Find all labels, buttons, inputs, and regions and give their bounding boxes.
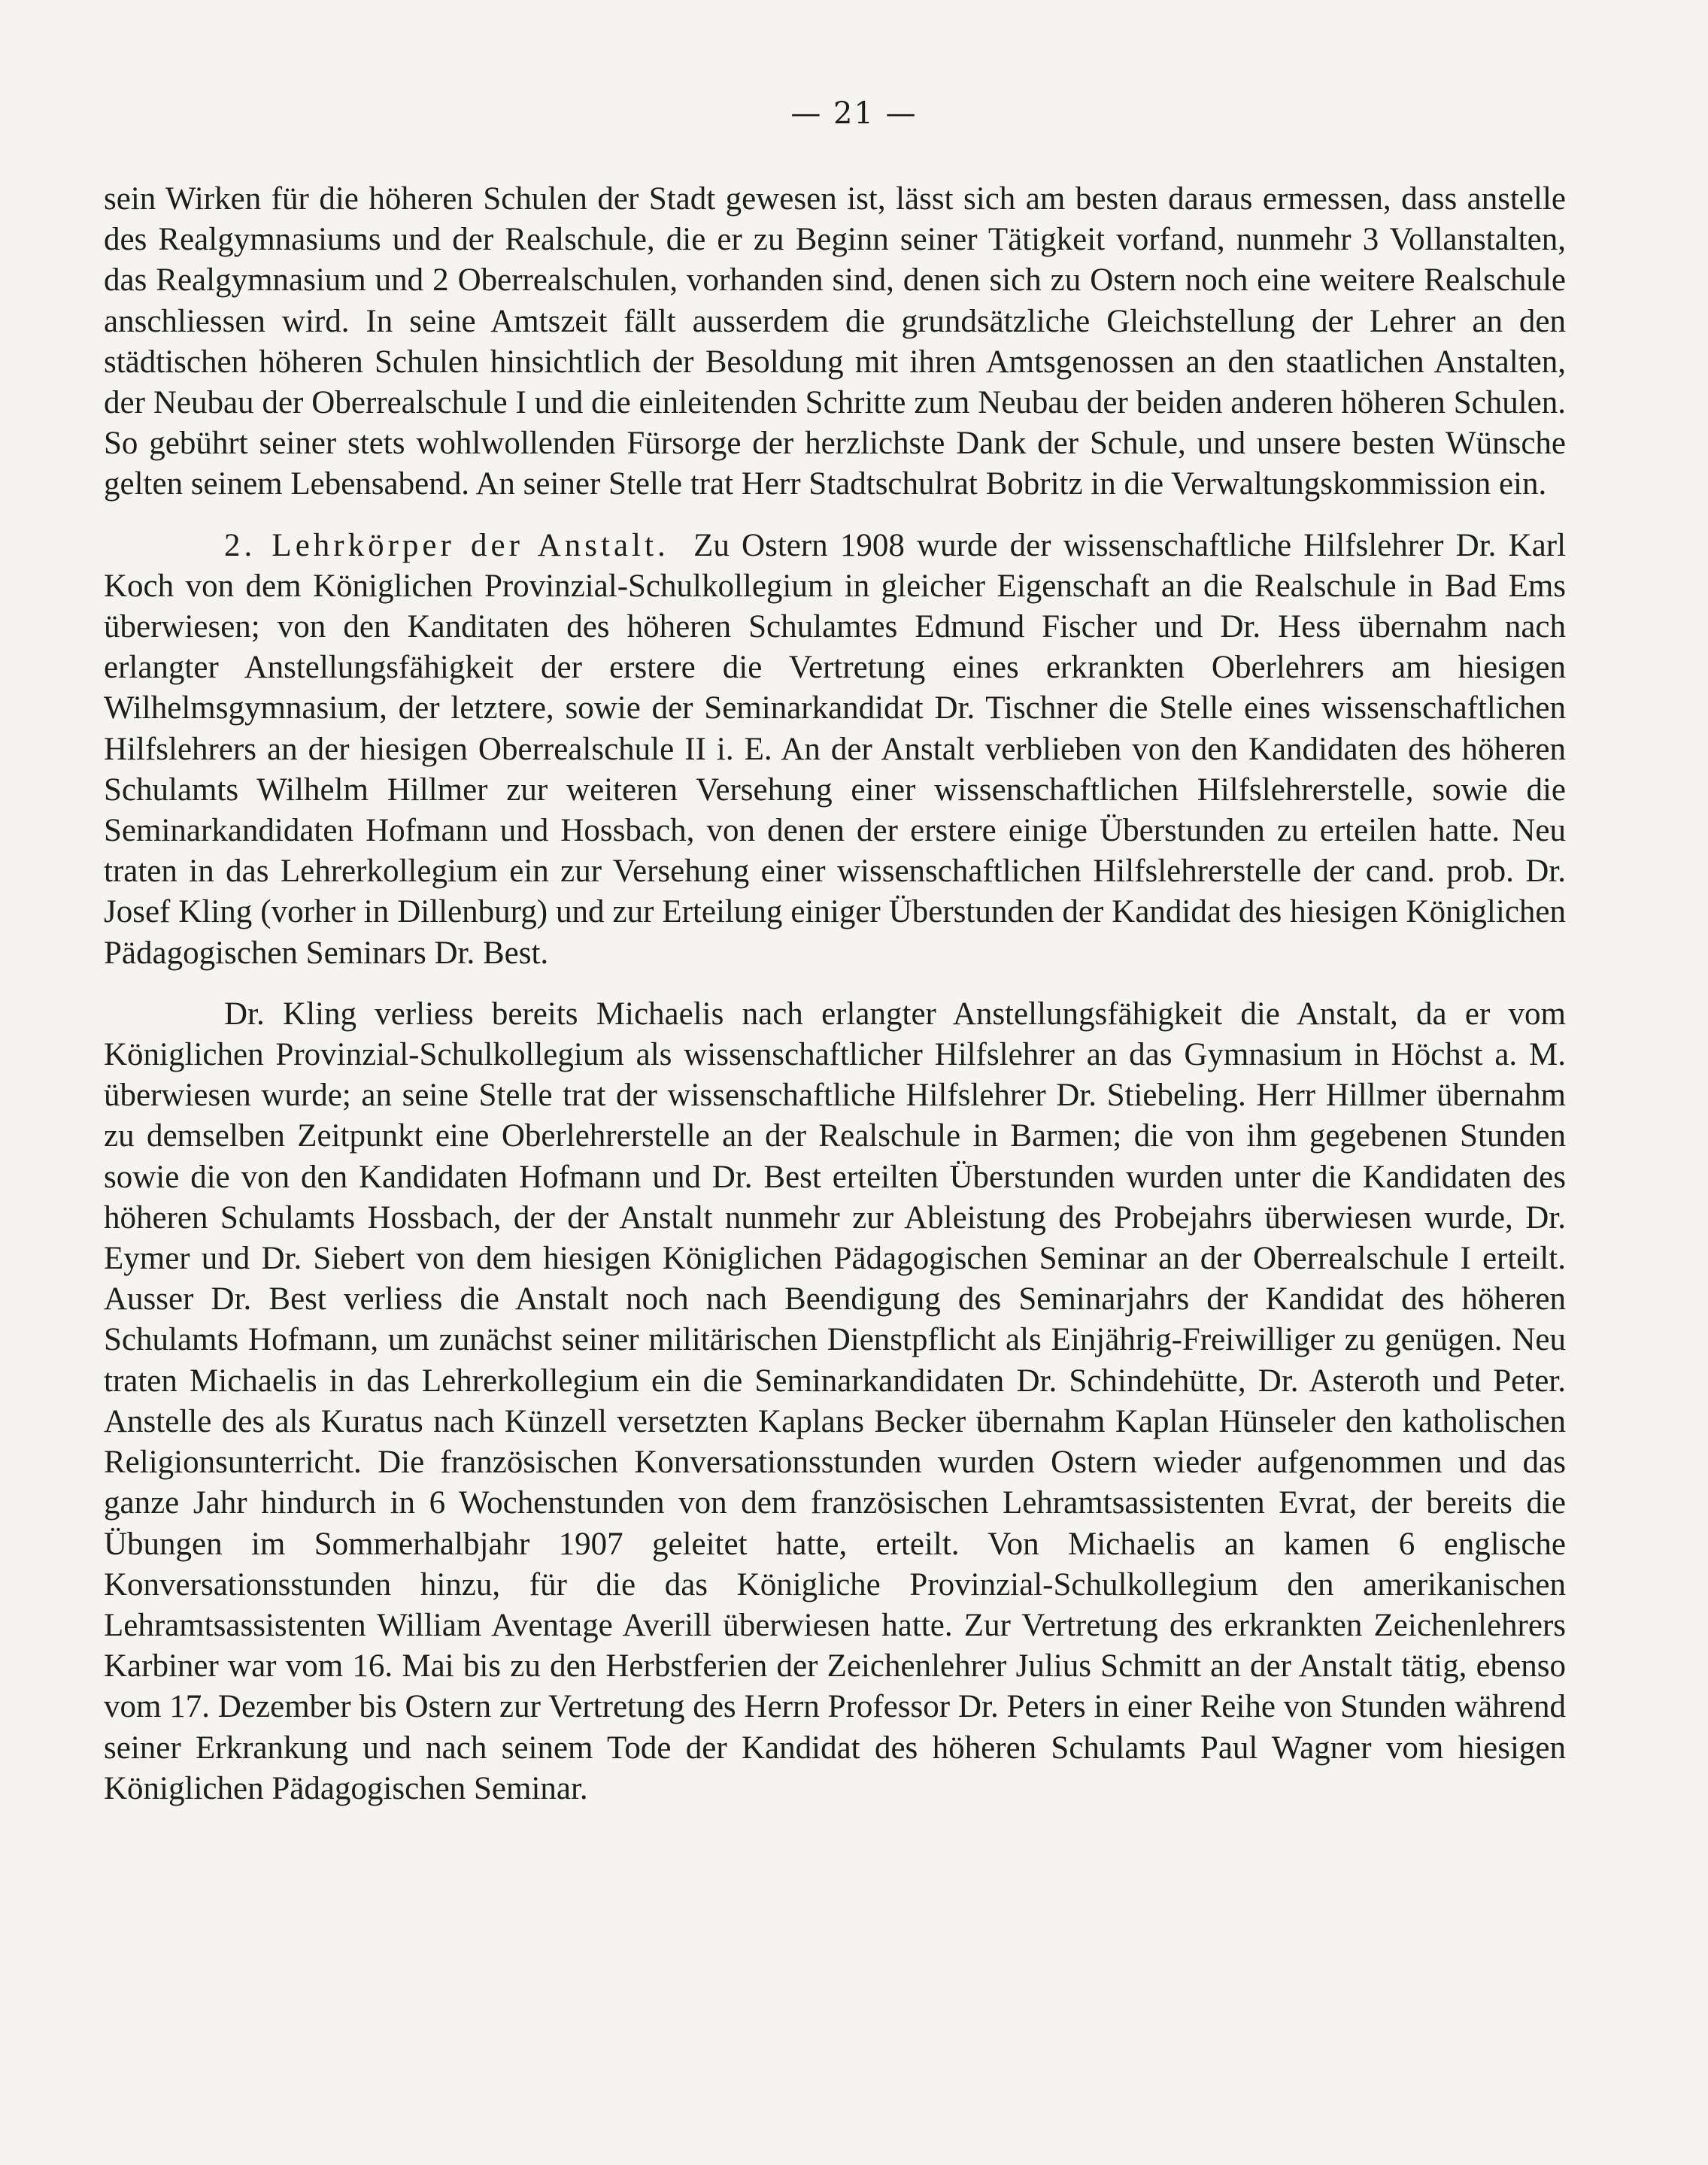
page-number: — 21 —: [790, 96, 918, 131]
paragraph-3: Dr. Kling verliess bereits Michaelis nach erlangter Anstellungsfähigkeit die Anstalt, da er vom Königlichen Provinzial-Schulkollegium als wissenschaftlicher Hilfslehrer an das Gymnasium in Höchst a. M. überwiesen wurde; an seine Stelle trat der wissenschaftliche Hilfslehrer Dr. Stiebeling. Herr Hillmer übernahm zu demselben Zeitpunkt eine Oberlehrerstelle an der Realschule in Barmen; die von ihm gegebenen Stunden sowie die von den Kandidaten Hofmann und Dr. Best erteilten Überstunden wurden unter die Kandidaten des höheren Schulamts Hossbach, der der Anstalt nunmehr zur Ableistung des Probejahrs überwiesen wurde, Dr. Eymer und Dr. Siebert von dem hiesigen Königlichen Pädagogischen Seminar an der Oberrealschule I erteilt. Ausser Dr. Best verliess die Anstalt noch nach Beendigung des Seminarjahrs der Kandidat des höheren Schulamts Hofmann, um zunächst seiner militärischen Dienstpflicht als Einjährig-Freiwilliger zu genügen. Neu traten Michaelis in das Lehrerkollegium ein die Seminarkandidaten Dr. Schindehütte, Dr. Asteroth und Peter. Anstelle des als Kuratus nach Künzell versetzten Kaplans Becker übernahm Kaplan Hünseler den katholischen Religionsunterricht. Die französischen Konversationsstunden wurden Ostern wieder aufgenommen und das ganze Jahr hindurch in 6 Wochenstunden von dem französischen Lehramtsassistenten Evrat, der bereits die Übungen im Sommerhalbjahr 1907 geleitet hatte, erteilt. Von Michaelis an kamen 6 englische Konversationsstunden hinzu, für die das Königliche Provinzial-Schulkollegium den amerikanischen Lehramtsassistenten William Aventage Averill überwiesen hatte. Zur Vertretung des erkrankten Zeichenlehrers Karbiner war vom 16. Mai bis zu den Herbstferien der Zeichenlehrer Julius Schmitt an der Anstalt tätig, ebenso vom 17. Dezember bis Ostern zur Vertretung des Herrn Professor Dr. Peters in einer Reihe von Stunden während seiner Erkrankung und nach seinem Tode der Kandidat des höheren Schulamts Paul Wagner vom hiesigen Königlichen Pädagogischen Seminar.: [104, 996, 1566, 1806]
paragraph-gap: [104, 505, 1566, 526]
paragraph-2: [104, 526, 1566, 974]
body-text: [104, 179, 1566, 1809]
paragraph-1: sein Wirken für die höheren Schulen der Stadt gewesen ist, lässt sich am besten daraus ermessen, dass anstelle des Realgymnasiums und der Realschule, die er zu Beginn seiner Tätigkeit vorfand, nunmehr 3 Vollanstalten, das Realgymnasium und 2 Oberrealschulen, vorhanden sind, denen sich zu Ostern noch eine weitere Realschule anschliessen wird. In seine Amtszeit fällt ausserdem die grundsätzliche Gleichstellung der Lehrer an den städtischen höheren Schulen hinsichtlich der Besoldung mit ihren Amtsgenossen an den staatlichen Anstalten, der Neubau der Oberrealschule I und die einleitenden Schritte zum Neubau der beiden anderen höheren Schulen. So gebührt seiner stets wohlwollenden Fürsorge der herzlichste Dank der Schule, und unsere besten Wünsche gelten seinem Lebensabend. An seiner Stelle trat Herr Stadtschulrat Bobritz in die Verwaltungskommission ein.: [104, 181, 1566, 502]
paragraph-gap: [104, 974, 1566, 994]
section-heading: 2. Lehrkörper der Anstalt.: [224, 527, 669, 563]
paragraph-2-text: Zu Ostern 1908 wurde der wissenschaftliche Hilfslehrer Dr. Karl Koch von dem Königlichen Provinzial-Schulkollegium in gleicher Eigenschaft an die Realschule in Bad Ems überwiesen; von den Kanditaten des höheren Schulamtes Edmund Fischer und Dr. Hess übernahm nach erlangter Anstellungsfähigkeit der erstere die Vertretung eines erkrankten Oberlehrers am hiesigen Wilhelmsgymnasium, der letztere, sowie der Seminarkandidat Dr. Tischner die Stelle eines wissenschaftlichen Hilfslehrers an der hiesigen Oberrealschule II i. E. An der Anstalt verblieben von den Kandidaten des höheren Schulamts Wilhelm Hillmer zur weiteren Versehung einer wissenschaftlichen Hilfslehrerstelle, sowie die Seminarkandidaten Hofmann und Hossbach, von denen der erstere einige Überstunden zu erteilen hatte. Neu traten in das Lehrerkollegium ein zur Versehung einer wissenschaftlichen Hilfslehrerstelle der cand. prob. Dr. Josef Kling (vorher in Dillenburg) und zur Erteilung einiger Überstunden der Kandidat des hiesigen Königlichen Pädagogischen Seminars Dr. Best.: [104, 527, 1567, 971]
